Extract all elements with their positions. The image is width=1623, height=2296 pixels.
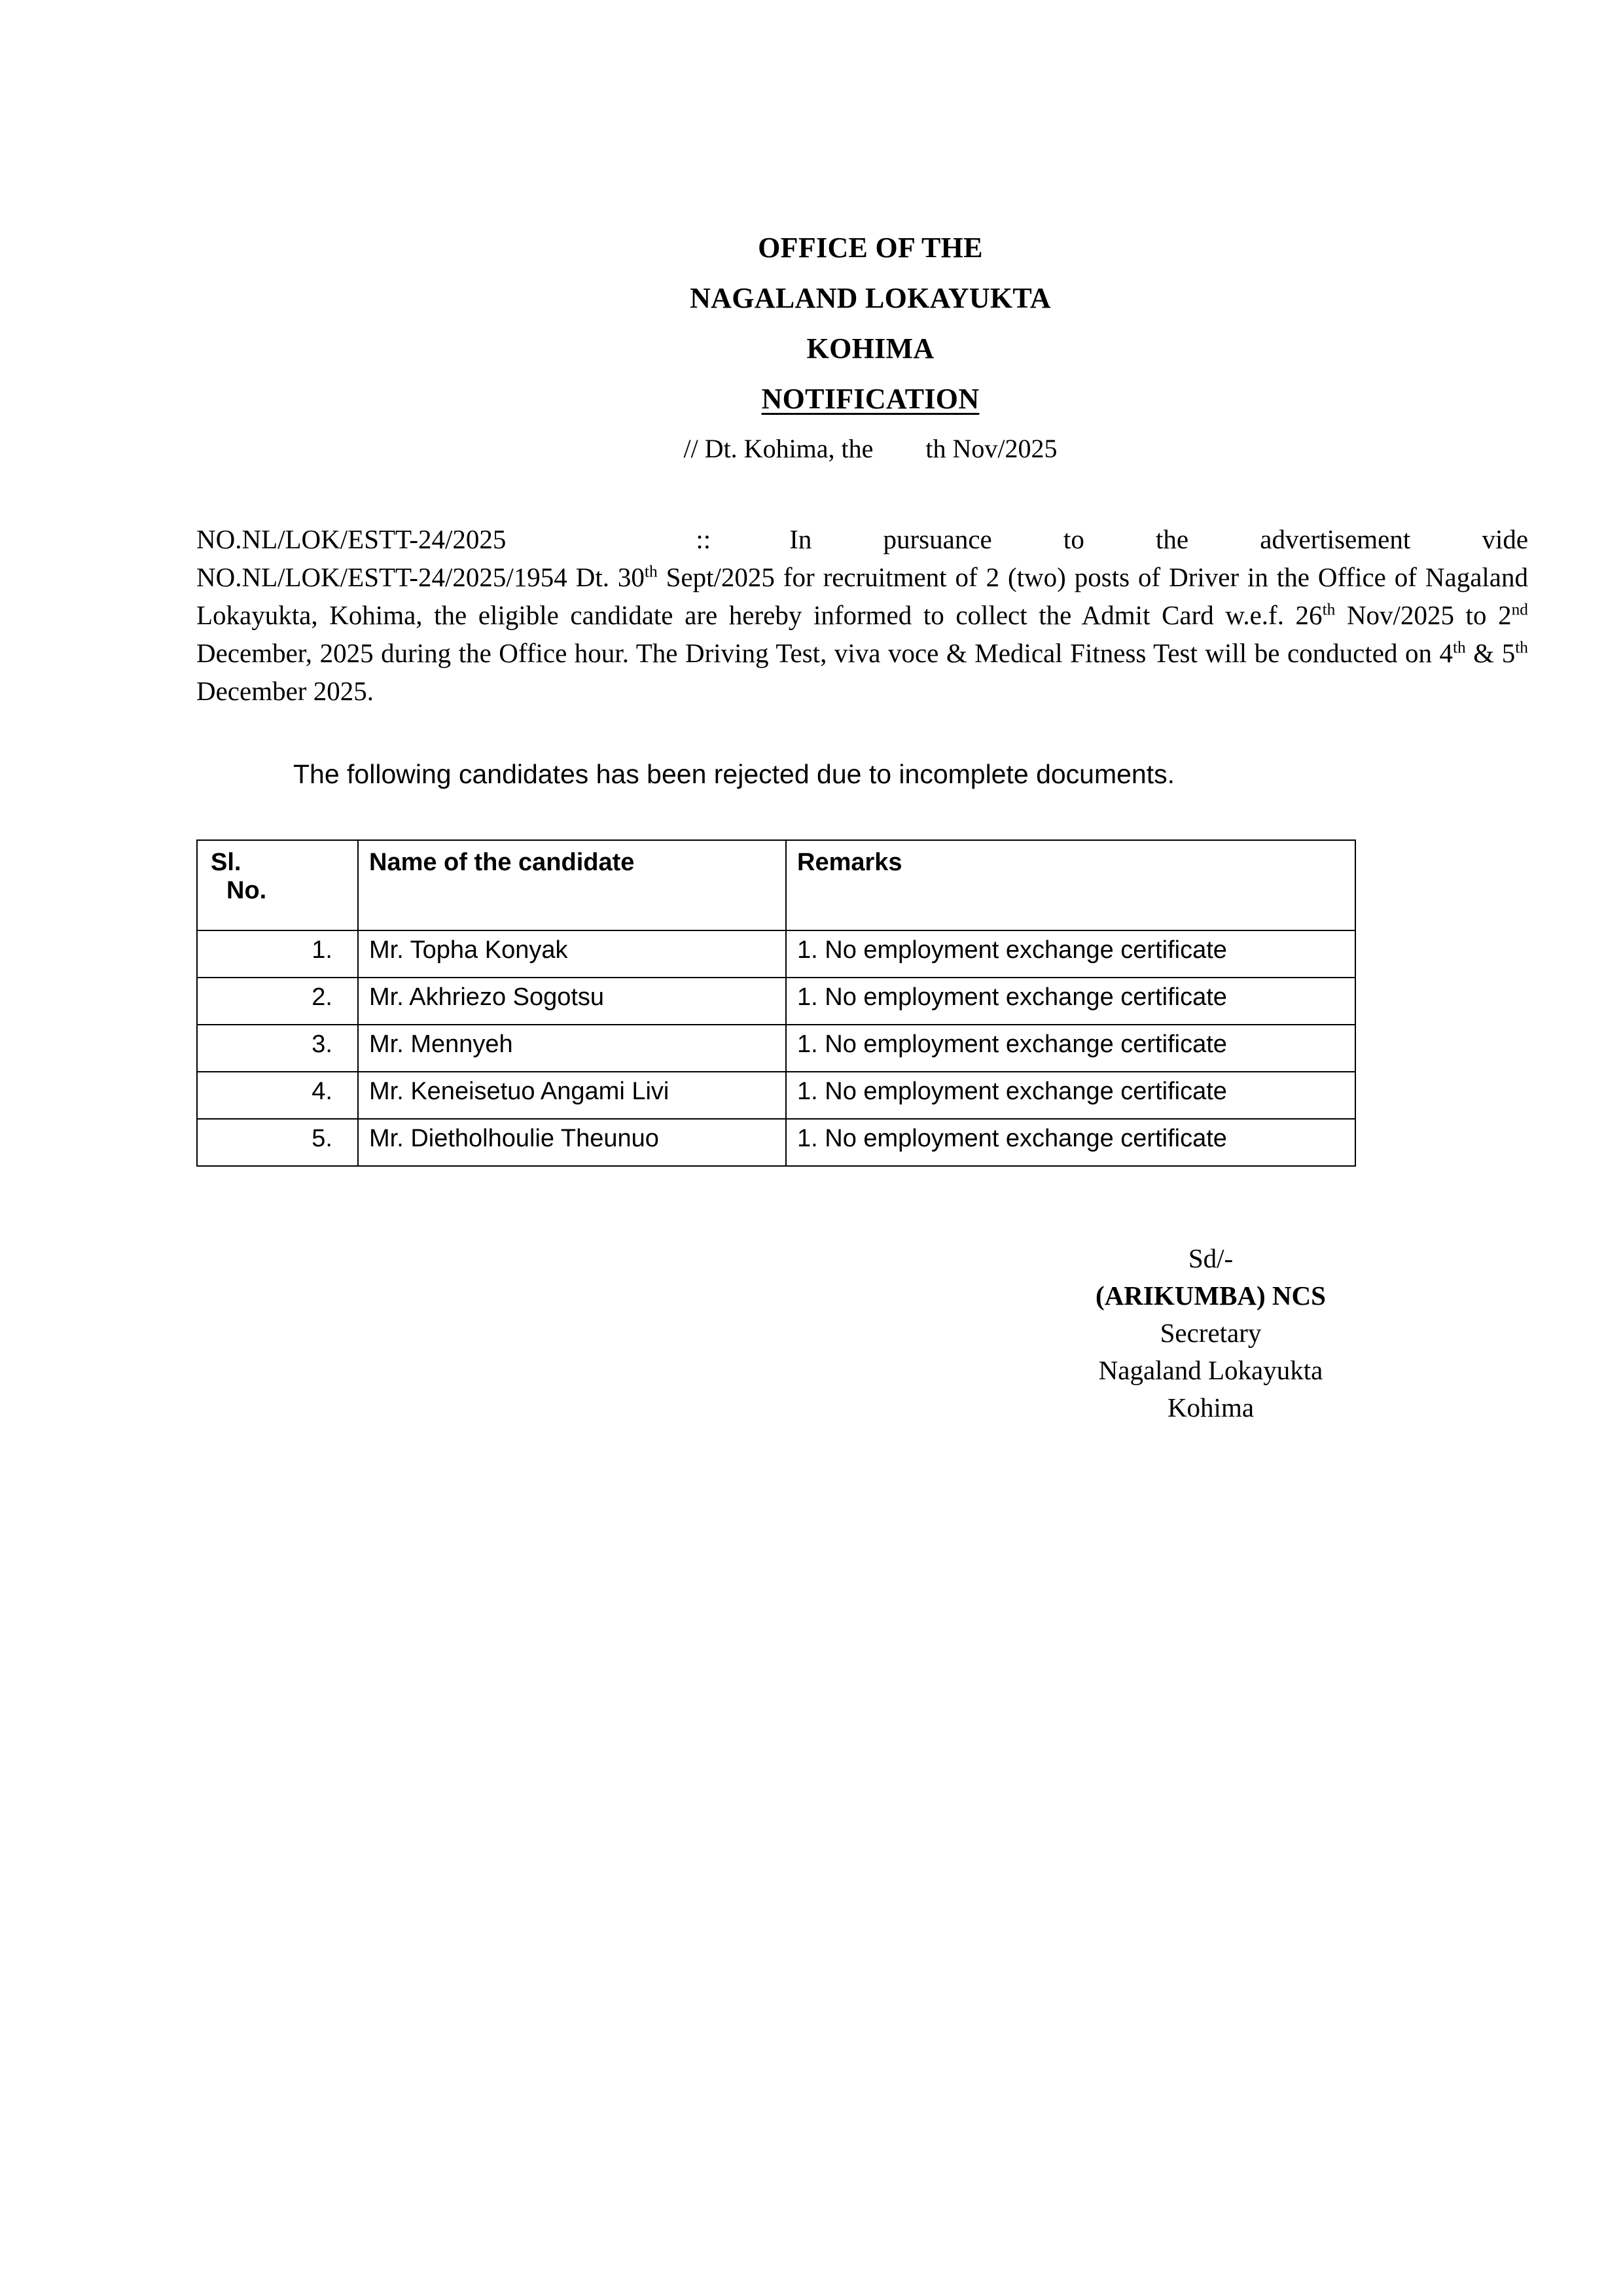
reference-number: NO.NL/LOK/ESTT-24/2025 (196, 524, 507, 554)
cell-candidate-name: Mr. Akhriezo Sogotsu (358, 978, 786, 1025)
cell-remarks: 1. No employment exchange certificate (786, 1025, 1355, 1072)
superscript-th-4: th (1515, 638, 1528, 657)
column-header-name: Name of the candidate (358, 840, 786, 930)
signature-designation: Secretary (1160, 1318, 1262, 1348)
cell-candidate-name: Mr. Keneisetuo Angami Livi (358, 1072, 786, 1119)
cell-sl-no: 4. (197, 1072, 358, 1119)
cell-remarks: 1. No employment exchange certificate (786, 1119, 1355, 1166)
rejected-candidates-table (196, 839, 1356, 1167)
cell-remarks: 1. No employment exchange certificate (786, 930, 1355, 978)
body-word-pursuance: pursuance (883, 524, 992, 554)
rejection-note: The following candidates has been rejected due to incomplete documents. (293, 759, 1175, 789)
cell-sl-no: 2. (197, 978, 358, 1025)
superscript-th-3: th (1453, 638, 1466, 657)
column-header-remarks: Remarks (786, 840, 1355, 930)
signature-sd: Sd/- (1188, 1243, 1234, 1273)
signature-office: Nagaland Lokayukta (1098, 1355, 1323, 1385)
body-word-to: to (1063, 524, 1084, 554)
column-header-sl: Sl. (211, 849, 241, 876)
signature-block (929, 1240, 1492, 1426)
cell-candidate-name: Mr. Topha Konyak (358, 930, 786, 978)
cell-sl-no: 3. (197, 1025, 358, 1072)
body-word-in: In (789, 524, 812, 554)
signature-name: (ARIKUMBA) NCS (1096, 1280, 1326, 1311)
cell-sl-no: 5. (197, 1119, 358, 1166)
header-notification-title: NOTIFICATION (761, 383, 980, 415)
header-date-line: // Dt. Kohima, the th Nov/2025 (683, 434, 1058, 463)
body-word-advertisement: advertisement (1260, 524, 1411, 554)
table-header (197, 840, 1355, 930)
colon-separator: :: (696, 524, 711, 554)
cell-remarks: 1. No employment exchange certificate (786, 978, 1355, 1025)
table-row (197, 1072, 1355, 1119)
header-office-line: OFFICE OF THE (758, 232, 983, 264)
body-text-line4b: & 5 (1465, 638, 1516, 668)
column-header-no: No. (226, 877, 267, 904)
table-row (197, 978, 1355, 1025)
body-text-line3c: December, 2025 during the Office hour. The Driving Test, viva voce & Medical Fitness Test will be conducted on 4 (196, 638, 1453, 668)
body-word-vide: vide (1482, 524, 1529, 554)
column-header-sl-no (197, 840, 358, 930)
superscript-th-1: th (644, 562, 658, 581)
table-row (197, 930, 1355, 978)
body-text-line2a: NO.NL/LOK/ESTT-24/2025/1954 Dt. 30 (196, 562, 645, 592)
table-header-row (197, 840, 1355, 930)
body-text-line3b: Nov/2025 to 2 (1335, 600, 1512, 630)
superscript-nd-1: nd (1511, 600, 1528, 619)
cell-sl-no: 1. (197, 930, 358, 978)
superscript-th-2: th (1322, 600, 1336, 619)
signature-place: Kohima (1167, 1392, 1255, 1422)
header-organisation-line: NAGALAND LOKAYUKTA (690, 282, 1051, 314)
body-paragraph (196, 520, 1528, 710)
cell-candidate-name: Mr. Dietholhoulie Theunuo (358, 1119, 786, 1166)
body-text-line4c: December 2025. (196, 676, 374, 706)
header-city-line: KOHIMA (806, 332, 935, 364)
document-header (203, 222, 1538, 474)
table-row (197, 1025, 1355, 1072)
table-body (197, 930, 1355, 1166)
table-row (197, 1119, 1355, 1166)
cell-remarks: 1. No employment exchange certificate (786, 1072, 1355, 1119)
body-word-the: the (1156, 524, 1189, 554)
body-text-line2b: Sept/2025 for recruitment of 2 (two) posts of Driver in the Office of Nagaland Lokayukta, Kohima, the eligible candidate are hereby informed to collect the Admit Card w.e.f. 26 (196, 562, 1528, 630)
cell-candidate-name: Mr. Mennyeh (358, 1025, 786, 1072)
